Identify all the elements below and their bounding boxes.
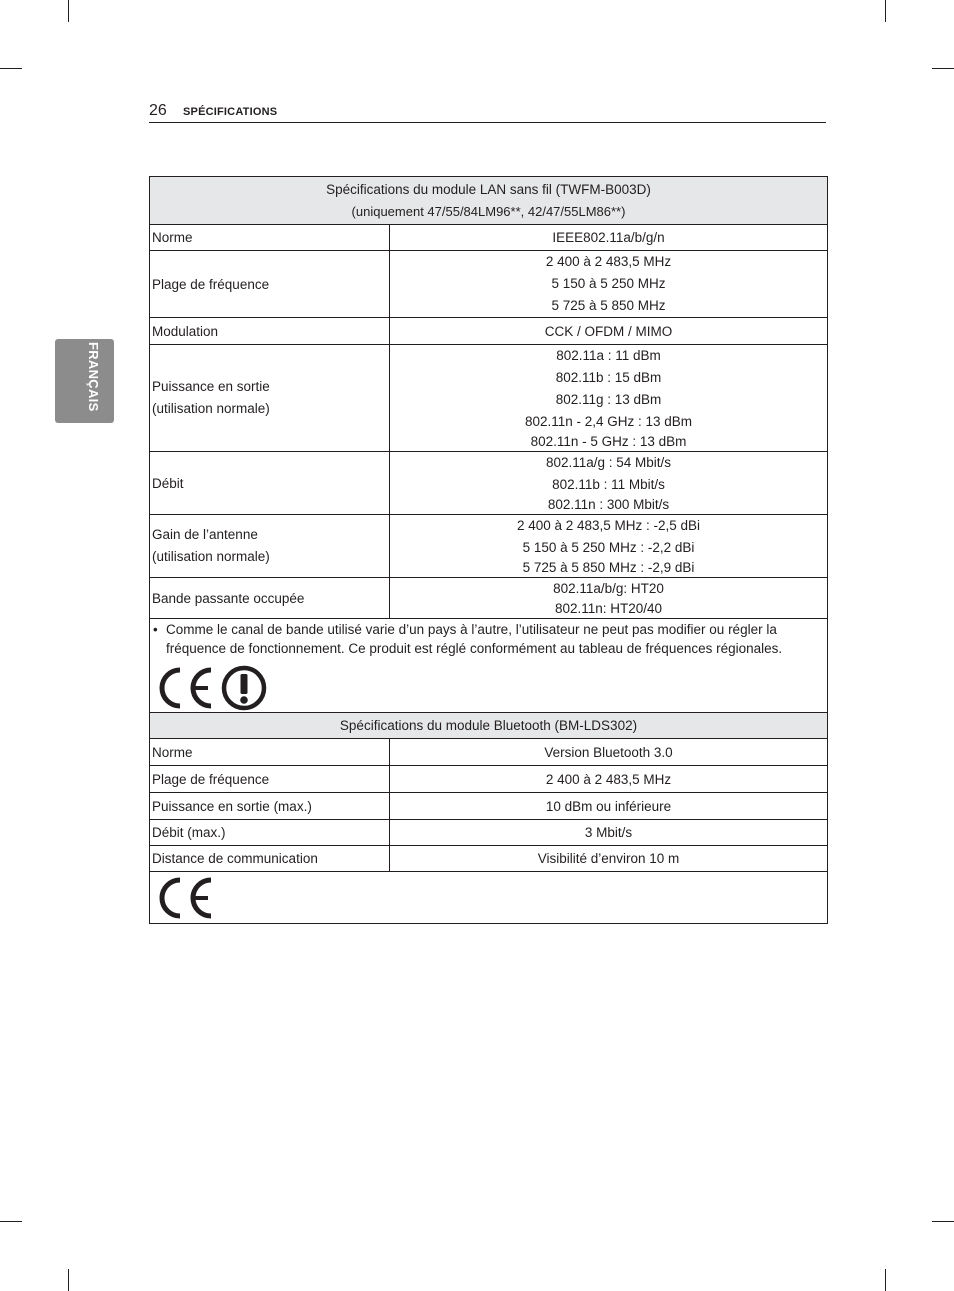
value-line: 802.11a : 11 dBm xyxy=(556,348,661,363)
row-value: 3 Mbit/s xyxy=(390,820,828,846)
bullet-icon: • xyxy=(153,622,158,637)
row-label: Plage de fréquence xyxy=(150,251,390,318)
table-row xyxy=(150,820,828,846)
table-row xyxy=(150,846,828,872)
ce-mark-icon xyxy=(155,666,215,710)
value-line: 5 725 à 5 850 MHz : -2,9 dBi xyxy=(522,560,695,575)
value-line: 802.11b : 11 Mbit/s xyxy=(552,477,665,492)
value-line: 5 725 à 5 850 MHz xyxy=(551,298,666,313)
value-line: 802.11n - 2,4 GHz : 13 dBm xyxy=(524,414,693,429)
row-value xyxy=(390,452,828,515)
table-row xyxy=(150,766,828,793)
crop-mark xyxy=(68,1269,69,1291)
table-row xyxy=(150,318,828,345)
row-value: Visibilité d’environ 10 m xyxy=(390,846,828,872)
table-title: Spécifications du module Bluetooth (BM-LDS302) xyxy=(150,713,828,739)
page-header xyxy=(149,102,826,123)
crop-mark xyxy=(0,68,22,69)
value-line: 802.11g : 13 dBm xyxy=(555,392,662,407)
row-label: Distance de communication xyxy=(150,846,390,872)
value-line: 802.11a/b/g: HT20 xyxy=(553,581,664,596)
row-value xyxy=(390,515,828,578)
value-line: 5 150 à 5 250 MHz : -2,2 dBi xyxy=(522,540,695,555)
label-line: Puissance en sortie xyxy=(152,379,270,394)
table-row xyxy=(150,793,828,820)
row-value: IEEE802.11a/b/g/n xyxy=(390,225,828,251)
note-row xyxy=(150,619,828,715)
row-label: Débit xyxy=(150,452,390,515)
table-row xyxy=(150,452,828,515)
wifi-spec-table xyxy=(149,176,828,715)
crop-mark xyxy=(0,1221,22,1222)
language-tab-label: FRANÇAIS xyxy=(86,342,101,412)
row-value xyxy=(390,251,828,318)
table-header-row xyxy=(150,713,828,739)
row-value xyxy=(390,578,828,619)
crop-mark xyxy=(932,68,954,69)
row-value: CCK / OFDM / MIMO xyxy=(390,318,828,345)
value-line: 802.11n : 300 Mbit/s xyxy=(547,497,670,512)
marks-row xyxy=(150,872,828,924)
bluetooth-spec-table xyxy=(149,712,828,924)
compliance-marks xyxy=(153,658,827,714)
row-label: Bande passante occupée xyxy=(150,578,390,619)
label-line: Gain de l’antenne xyxy=(152,527,258,542)
row-label: Norme xyxy=(150,225,390,251)
value-line: 5 150 à 5 250 MHz xyxy=(551,276,666,291)
label-line: (utilisation normale) xyxy=(152,401,270,416)
label-line: (utilisation normale) xyxy=(152,549,270,564)
table-row xyxy=(150,345,828,452)
row-label: Modulation xyxy=(150,318,390,345)
note-item xyxy=(153,620,827,658)
value-line: 802.11b : 15 dBm xyxy=(555,370,662,385)
section-title: SPÉCIFICATIONS xyxy=(183,106,278,118)
table-title: Spécifications du module LAN sans fil (TWFM-B003D) xyxy=(326,181,651,197)
row-label xyxy=(150,345,390,452)
value-line: 802.11n - 5 GHz : 13 dBm xyxy=(530,434,687,449)
table-row xyxy=(150,251,828,318)
value-line: 2 400 à 2 483,5 MHz : -2,5 dBi xyxy=(516,518,701,533)
table-row xyxy=(150,739,828,766)
table-header-row xyxy=(150,177,828,225)
row-label: Puissance en sortie (max.) xyxy=(150,793,390,820)
table-row xyxy=(150,578,828,619)
row-label: Norme xyxy=(150,739,390,766)
page-number: 26 xyxy=(149,102,167,119)
crop-mark xyxy=(932,1221,954,1222)
table-row xyxy=(150,225,828,251)
crop-mark xyxy=(68,0,69,22)
row-label xyxy=(150,515,390,578)
row-label: Débit (max.) xyxy=(150,820,390,846)
note-cell xyxy=(150,619,828,715)
note-text: Comme le canal de bande utilisé varie d’un pays à l’autre, l’utilisateur ne peut pas modifier ou régler la fréquence de fonctionnement. Ce produit est réglé conformément au tableau de fréquences régionales. xyxy=(166,622,783,656)
crop-mark xyxy=(885,1269,886,1291)
language-tab xyxy=(55,339,114,423)
row-value xyxy=(390,345,828,452)
table-row xyxy=(150,515,828,578)
row-value: Version Bluetooth 3.0 xyxy=(390,739,828,766)
value-line: 802.11a/g : 54 Mbit/s xyxy=(545,455,672,470)
row-value: 10 dBm ou inférieure xyxy=(390,793,828,820)
row-label: Plage de fréquence xyxy=(150,766,390,793)
value-line: 2 400 à 2 483,5 MHz xyxy=(545,254,672,269)
value-line: 802.11n: HT20/40 xyxy=(554,601,663,616)
marks-cell xyxy=(150,872,828,924)
alert-mark-icon xyxy=(221,665,267,711)
crop-mark xyxy=(885,0,886,22)
ce-mark-icon xyxy=(155,876,215,920)
table-subtitle: (uniquement 47/55/84LM96**, 42/47/55LM86**) xyxy=(351,203,626,219)
row-value: 2 400 à 2 483,5 MHz xyxy=(390,766,828,793)
table-title-cell xyxy=(150,177,828,225)
